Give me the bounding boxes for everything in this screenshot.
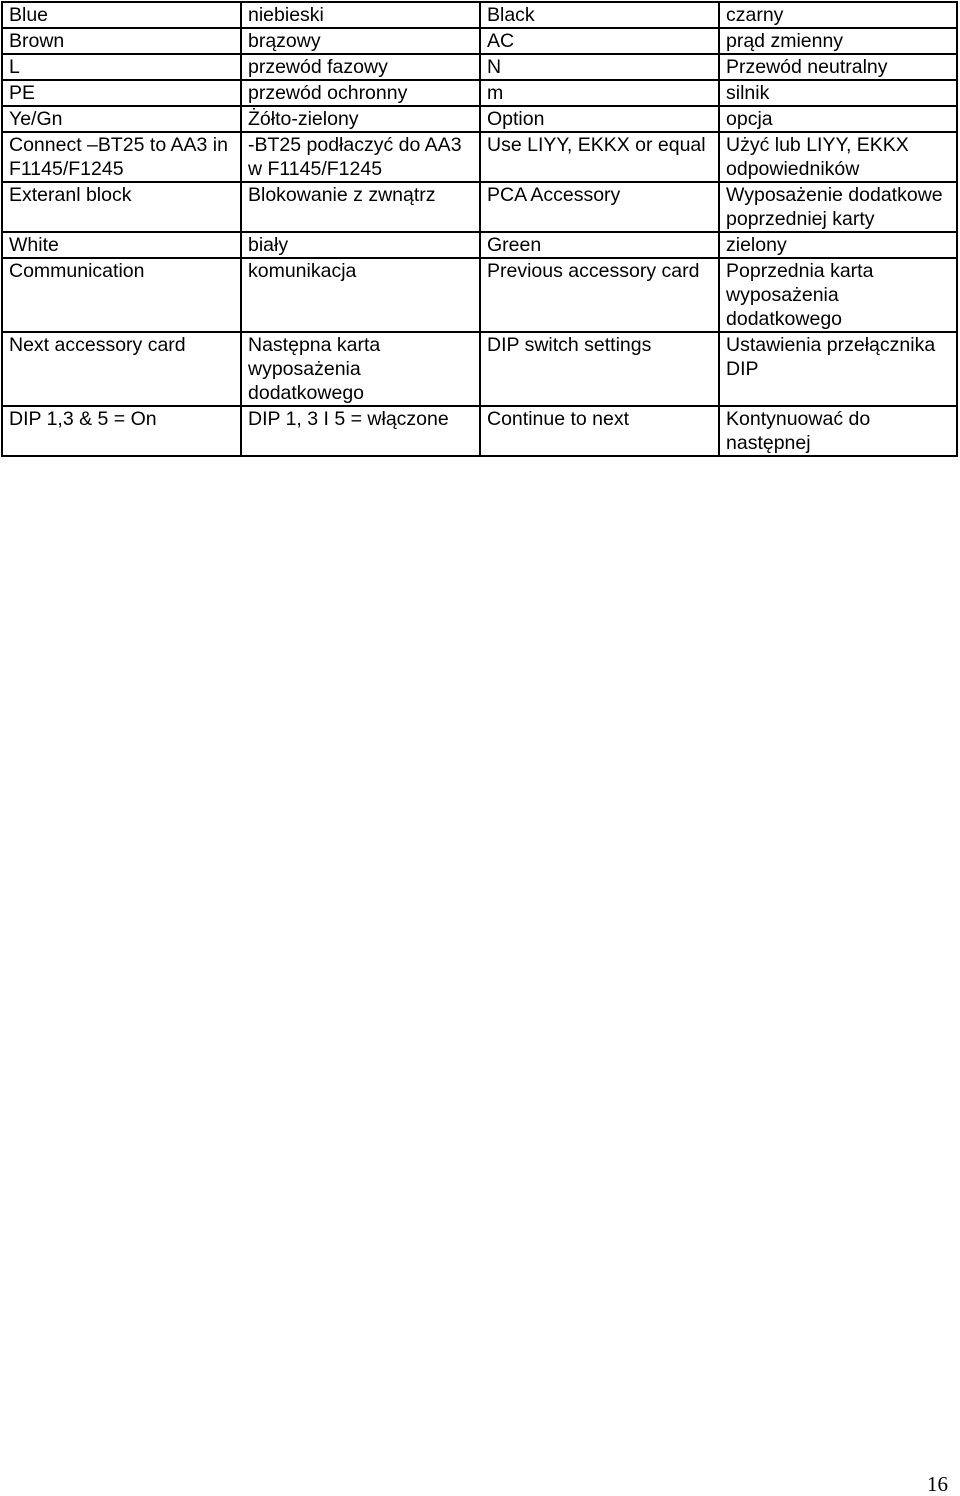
term-polish: DIP 1, 3 I 5 = włączone — [241, 406, 480, 456]
term-english: Option — [480, 106, 719, 132]
term-polish: przewód ochronny — [241, 80, 480, 106]
term-polish: czarny — [719, 2, 957, 28]
term-english: Previous accessory card — [480, 258, 719, 332]
table-row — [2, 332, 957, 406]
term-english: Continue to next — [480, 406, 719, 456]
table-row — [2, 28, 957, 54]
term-polish: Poprzednia karta wyposażenia dodatkowego — [719, 258, 957, 332]
term-english: DIP 1,3 & 5 = On — [2, 406, 241, 456]
term-english: Connect –BT25 to AA3 in F1145/F1245 — [2, 132, 241, 182]
term-english: L — [2, 54, 241, 80]
table-row — [2, 232, 957, 258]
table-row — [2, 54, 957, 80]
term-english: Black — [480, 2, 719, 28]
term-polish: -BT25 podłaczyć do AA3 w F1145/F1245 — [241, 132, 480, 182]
term-english: PCA Accessory — [480, 182, 719, 232]
table-row — [2, 406, 957, 456]
term-english: Exteranl block — [2, 182, 241, 232]
term-polish: biały — [241, 232, 480, 258]
term-english: Brown — [2, 28, 241, 54]
table-row — [2, 182, 957, 232]
term-polish: Ustawienia przełącznika DIP — [719, 332, 957, 406]
glossary-body — [2, 2, 957, 456]
table-row — [2, 132, 957, 182]
term-english: AC — [480, 28, 719, 54]
term-english: m — [480, 80, 719, 106]
glossary-table — [1, 1, 958, 457]
table-row — [2, 2, 957, 28]
term-polish: Blokowanie z zwnątrz — [241, 182, 480, 232]
table-row — [2, 106, 957, 132]
term-polish: Kontynuować do następnej — [719, 406, 957, 456]
term-english: Green — [480, 232, 719, 258]
term-polish: Żółto-zielony — [241, 106, 480, 132]
term-english: Ye/Gn — [2, 106, 241, 132]
term-polish: Przewód neutralny — [719, 54, 957, 80]
term-english: White — [2, 232, 241, 258]
table-row — [2, 258, 957, 332]
term-polish: Użyć lub LIYY, EKKX odpowiedników — [719, 132, 957, 182]
term-polish: komunikacja — [241, 258, 480, 332]
term-polish: Następna karta wyposażenia dodatkowego — [241, 332, 480, 406]
table-row — [2, 80, 957, 106]
term-english: DIP switch settings — [480, 332, 719, 406]
term-english: PE — [2, 80, 241, 106]
term-english: Communication — [2, 258, 241, 332]
term-polish: Wyposażenie dodatkowe poprzedniej karty — [719, 182, 957, 232]
term-english: Next accessory card — [2, 332, 241, 406]
term-polish: przewód fazowy — [241, 54, 480, 80]
term-english: Use LIYY, EKKX or equal — [480, 132, 719, 182]
term-polish: prąd zmienny — [719, 28, 957, 54]
term-polish: silnik — [719, 80, 957, 106]
term-polish: brązowy — [241, 28, 480, 54]
term-polish: niebieski — [241, 2, 480, 28]
term-english: N — [480, 54, 719, 80]
term-polish: opcja — [719, 106, 957, 132]
term-polish: zielony — [719, 232, 957, 258]
term-english: Blue — [2, 2, 241, 28]
page-number: 16 — [927, 1472, 948, 1496]
